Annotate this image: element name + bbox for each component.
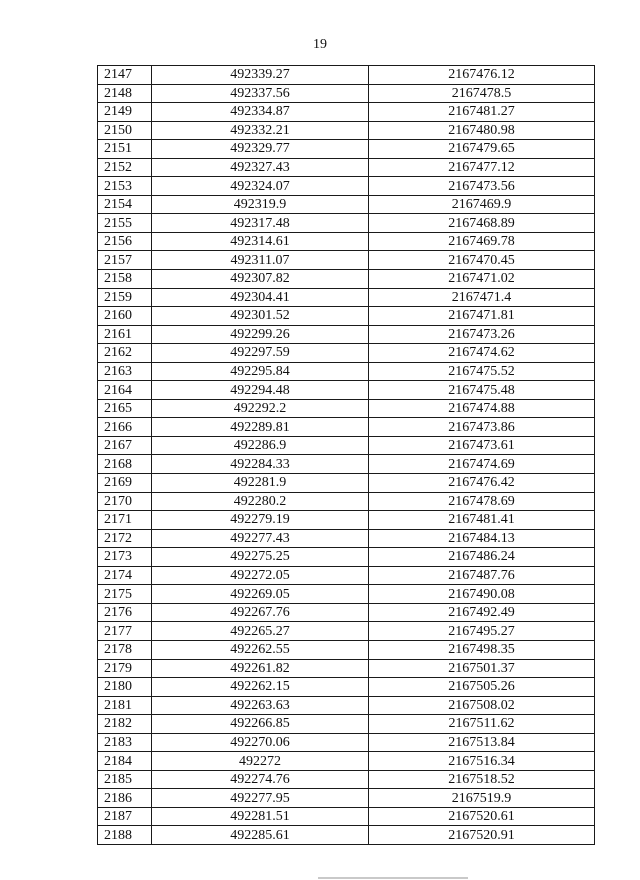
table-row [98,214,595,233]
point-number-cell: 2157 [98,251,152,270]
x-coordinate-cell: 492329.77 [152,140,369,159]
x-coordinate-cell: 492267.76 [152,603,369,622]
scan-mark-bottom [318,877,468,879]
y-coordinate-cell: 2167473.86 [369,418,595,437]
y-coordinate-cell: 2167475.48 [369,381,595,400]
table-row [98,548,595,567]
y-coordinate-cell: 2167471.02 [369,270,595,289]
point-number-cell: 2169 [98,474,152,493]
x-coordinate-cell: 492294.48 [152,381,369,400]
table-row [98,696,595,715]
point-number-cell: 2175 [98,585,152,604]
table-row [98,436,595,455]
point-number-cell: 2166 [98,418,152,437]
table-row [98,770,595,789]
y-coordinate-cell: 2167495.27 [369,622,595,641]
point-number-cell: 2183 [98,733,152,752]
x-coordinate-cell: 492297.59 [152,344,369,363]
y-coordinate-cell: 2167480.98 [369,121,595,140]
point-number-cell: 2155 [98,214,152,233]
table-row [98,381,595,400]
y-coordinate-cell: 2167520.91 [369,826,595,845]
y-coordinate-cell: 2167511.62 [369,715,595,734]
table-row [98,492,595,511]
x-coordinate-cell: 492292.2 [152,399,369,418]
x-coordinate-cell: 492274.76 [152,770,369,789]
point-number-cell: 2154 [98,195,152,214]
x-coordinate-cell: 492334.87 [152,103,369,122]
y-coordinate-cell: 2167481.41 [369,511,595,530]
table-row [98,140,595,159]
table-row [98,640,595,659]
x-coordinate-cell: 492289.81 [152,418,369,437]
x-coordinate-cell: 492272 [152,752,369,771]
point-number-cell: 2163 [98,362,152,381]
x-coordinate-cell: 492284.33 [152,455,369,474]
x-coordinate-cell: 492266.85 [152,715,369,734]
x-coordinate-cell: 492281.9 [152,474,369,493]
x-coordinate-cell: 492277.95 [152,789,369,808]
table-row [98,733,595,752]
y-coordinate-cell: 2167473.56 [369,177,595,196]
x-coordinate-cell: 492319.9 [152,195,369,214]
y-coordinate-cell: 2167518.52 [369,770,595,789]
table-row [98,418,595,437]
table-row [98,585,595,604]
table-row [98,715,595,734]
y-coordinate-cell: 2167498.35 [369,640,595,659]
table-row [98,344,595,363]
point-number-cell: 2172 [98,529,152,548]
table-row [98,566,595,585]
point-number-cell: 2179 [98,659,152,678]
x-coordinate-cell: 492286.9 [152,436,369,455]
table-row [98,307,595,326]
table-row [98,270,595,289]
table-row [98,362,595,381]
table-row [98,399,595,418]
x-coordinate-cell: 492279.19 [152,511,369,530]
coordinates-table [97,65,595,845]
point-number-cell: 2177 [98,622,152,641]
y-coordinate-cell: 2167481.27 [369,103,595,122]
y-coordinate-cell: 2167508.02 [369,696,595,715]
point-number-cell: 2184 [98,752,152,771]
point-number-cell: 2160 [98,307,152,326]
table-row [98,325,595,344]
point-number-cell: 2187 [98,807,152,826]
point-number-cell: 2178 [98,640,152,659]
table-row [98,603,595,622]
table-row [98,103,595,122]
table-row [98,529,595,548]
y-coordinate-cell: 2167513.84 [369,733,595,752]
table-row [98,752,595,771]
point-number-cell: 2149 [98,103,152,122]
point-number-cell: 2168 [98,455,152,474]
table-row [98,251,595,270]
x-coordinate-cell: 492275.25 [152,548,369,567]
point-number-cell: 2151 [98,140,152,159]
y-coordinate-cell: 2167484.13 [369,529,595,548]
y-coordinate-cell: 2167476.42 [369,474,595,493]
table-row [98,826,595,845]
point-number-cell: 2148 [98,84,152,103]
x-coordinate-cell: 492261.82 [152,659,369,678]
table-row [98,474,595,493]
x-coordinate-cell: 492281.51 [152,807,369,826]
point-number-cell: 2165 [98,399,152,418]
x-coordinate-cell: 492317.48 [152,214,369,233]
y-coordinate-cell: 2167478.69 [369,492,595,511]
point-number-cell: 2188 [98,826,152,845]
x-coordinate-cell: 492285.61 [152,826,369,845]
x-coordinate-cell: 492332.21 [152,121,369,140]
table-row [98,195,595,214]
x-coordinate-cell: 492314.61 [152,232,369,251]
point-number-cell: 2176 [98,603,152,622]
table-row [98,807,595,826]
y-coordinate-cell: 2167479.65 [369,140,595,159]
y-coordinate-cell: 2167476.12 [369,66,595,85]
table-row [98,177,595,196]
x-coordinate-cell: 492311.07 [152,251,369,270]
x-coordinate-cell: 492299.26 [152,325,369,344]
y-coordinate-cell: 2167492.49 [369,603,595,622]
y-coordinate-cell: 2167486.24 [369,548,595,567]
x-coordinate-cell: 492307.82 [152,270,369,289]
point-number-cell: 2173 [98,548,152,567]
x-coordinate-cell: 492295.84 [152,362,369,381]
table-row [98,455,595,474]
x-coordinate-cell: 492280.2 [152,492,369,511]
table-row [98,232,595,251]
y-coordinate-cell: 2167474.69 [369,455,595,474]
y-coordinate-cell: 2167475.52 [369,362,595,381]
y-coordinate-cell: 2167471.4 [369,288,595,307]
y-coordinate-cell: 2167477.12 [369,158,595,177]
x-coordinate-cell: 492270.06 [152,733,369,752]
x-coordinate-cell: 492337.56 [152,84,369,103]
point-number-cell: 2180 [98,678,152,697]
point-number-cell: 2158 [98,270,152,289]
point-number-cell: 2147 [98,66,152,85]
point-number-cell: 2171 [98,511,152,530]
y-coordinate-cell: 2167473.61 [369,436,595,455]
point-number-cell: 2162 [98,344,152,363]
y-coordinate-cell: 2167473.26 [369,325,595,344]
point-number-cell: 2182 [98,715,152,734]
point-number-cell: 2174 [98,566,152,585]
point-number-cell: 2152 [98,158,152,177]
x-coordinate-cell: 492269.05 [152,585,369,604]
table-row [98,678,595,697]
table-row [98,789,595,808]
point-number-cell: 2185 [98,770,152,789]
point-number-cell: 2150 [98,121,152,140]
x-coordinate-cell: 492263.63 [152,696,369,715]
point-number-cell: 2164 [98,381,152,400]
point-number-cell: 2186 [98,789,152,808]
table-row [98,659,595,678]
y-coordinate-cell: 2167474.62 [369,344,595,363]
x-coordinate-cell: 492324.07 [152,177,369,196]
y-coordinate-cell: 2167516.34 [369,752,595,771]
y-coordinate-cell: 2167468.89 [369,214,595,233]
point-number-cell: 2161 [98,325,152,344]
x-coordinate-cell: 492327.43 [152,158,369,177]
y-coordinate-cell: 2167478.5 [369,84,595,103]
x-coordinate-cell: 492262.15 [152,678,369,697]
y-coordinate-cell: 2167505.26 [369,678,595,697]
x-coordinate-cell: 492277.43 [152,529,369,548]
y-coordinate-cell: 2167501.37 [369,659,595,678]
coordinates-table-body [98,66,595,845]
x-coordinate-cell: 492272.05 [152,566,369,585]
table-row [98,622,595,641]
table-row [98,511,595,530]
y-coordinate-cell: 2167520.61 [369,807,595,826]
y-coordinate-cell: 2167469.9 [369,195,595,214]
table-row [98,121,595,140]
x-coordinate-cell: 492262.55 [152,640,369,659]
x-coordinate-cell: 492265.27 [152,622,369,641]
y-coordinate-cell: 2167470.45 [369,251,595,270]
table-row [98,84,595,103]
point-number-cell: 2167 [98,436,152,455]
x-coordinate-cell: 492339.27 [152,66,369,85]
point-number-cell: 2159 [98,288,152,307]
point-number-cell: 2170 [98,492,152,511]
y-coordinate-cell: 2167519.9 [369,789,595,808]
y-coordinate-cell: 2167490.08 [369,585,595,604]
y-coordinate-cell: 2167487.76 [369,566,595,585]
point-number-cell: 2153 [98,177,152,196]
table-row [98,288,595,307]
x-coordinate-cell: 492304.41 [152,288,369,307]
point-number-cell: 2181 [98,696,152,715]
table-row [98,158,595,177]
y-coordinate-cell: 2167474.88 [369,399,595,418]
y-coordinate-cell: 2167469.78 [369,232,595,251]
point-number-cell: 2156 [98,232,152,251]
y-coordinate-cell: 2167471.81 [369,307,595,326]
table-row [98,66,595,85]
page-number: 19 [313,37,327,52]
x-coordinate-cell: 492301.52 [152,307,369,326]
